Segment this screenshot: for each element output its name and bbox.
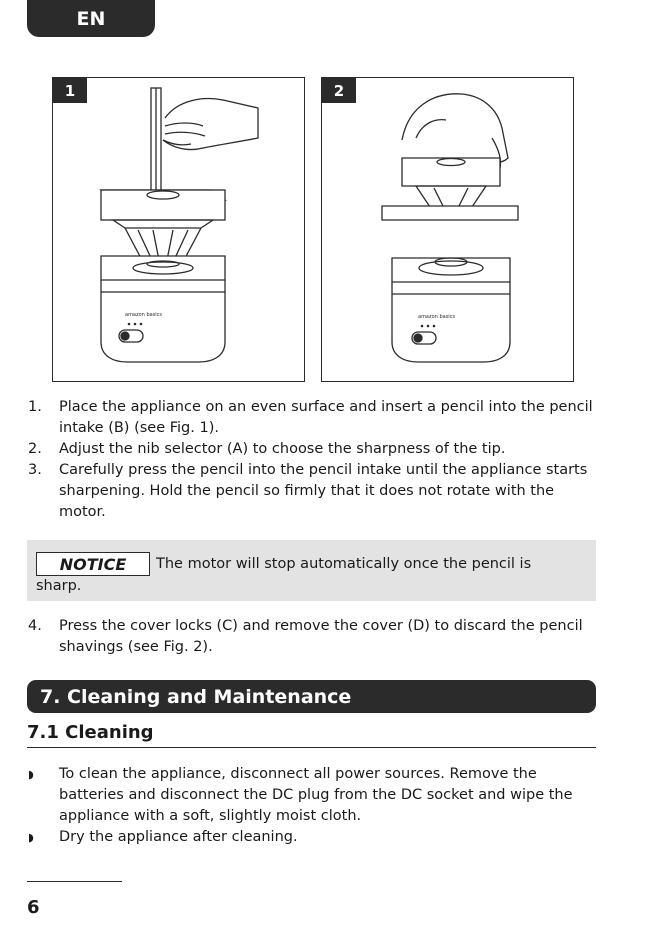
bullet-item [28, 827, 598, 848]
instruction-steps [28, 397, 598, 523]
figure-1-number [53, 78, 87, 103]
subsection-title: 7.1 Cleaning [27, 722, 154, 743]
bullet-icon: ◗ [28, 768, 34, 781]
subsection-heading [27, 722, 596, 748]
step-text: Adjust the nib selector (A) to choose the sharpness of the tip. [59, 441, 506, 457]
step-number: 2. [28, 441, 42, 457]
language-tab [27, 0, 155, 37]
step-item [28, 460, 598, 523]
brand-text-1: amazon basics [125, 312, 163, 318]
sharpener-illustration-1 [53, 78, 304, 381]
notice-text-line-1: The motor will stop automatically once the pencil is [156, 556, 532, 572]
notice-label-text: NOTICE [59, 554, 127, 574]
step-number: 4. [28, 618, 42, 634]
page-number: 6 [27, 897, 40, 918]
brand-text-2: amazon basics [418, 314, 456, 320]
step-item [28, 439, 598, 460]
language-label: EN [76, 7, 106, 30]
figure-2-number [322, 78, 356, 103]
bullet-item [28, 764, 598, 827]
step-item-4 [28, 616, 598, 658]
figure-1 [52, 77, 305, 382]
sharpener-illustration-2 [322, 78, 573, 381]
figure-2-number-label: 2 [333, 81, 345, 100]
figure-2 [321, 77, 574, 382]
step-text: Press the cover locks (C) and remove the cover (D) to discard the pencil shavings (see Fig. 2). [59, 618, 583, 655]
step-number: 1. [28, 399, 42, 415]
step-text: Carefully press the pencil into the pencil intake until the appliance starts sharpening. Hold the pencil so firmly that it does not rotate with the motor. [59, 462, 588, 520]
step-item [28, 397, 598, 439]
footer-divider [27, 881, 122, 882]
cleaning-bullets [28, 764, 598, 848]
figure-1-number-label: 1 [64, 81, 76, 100]
step-text: Place the appliance on an even surface and insert a pencil into the pencil intake (B) (see Fig. 1). [59, 399, 593, 436]
notice-text-line-2: sharp. [36, 578, 82, 594]
step-number: 3. [28, 462, 42, 478]
bullet-icon: ◗ [28, 831, 34, 844]
bullet-text: To clean the appliance, disconnect all power sources. Remove the batteries and disconnect the DC plug from the DC socket and wipe the appliance with a soft, slightly moist cloth. [59, 766, 573, 824]
bullet-text: Dry the appliance after cleaning. [59, 829, 298, 845]
notice-label [36, 552, 150, 576]
section-title: 7. Cleaning and Maintenance [40, 685, 352, 708]
section-heading [27, 680, 596, 713]
notice-box [27, 540, 596, 601]
